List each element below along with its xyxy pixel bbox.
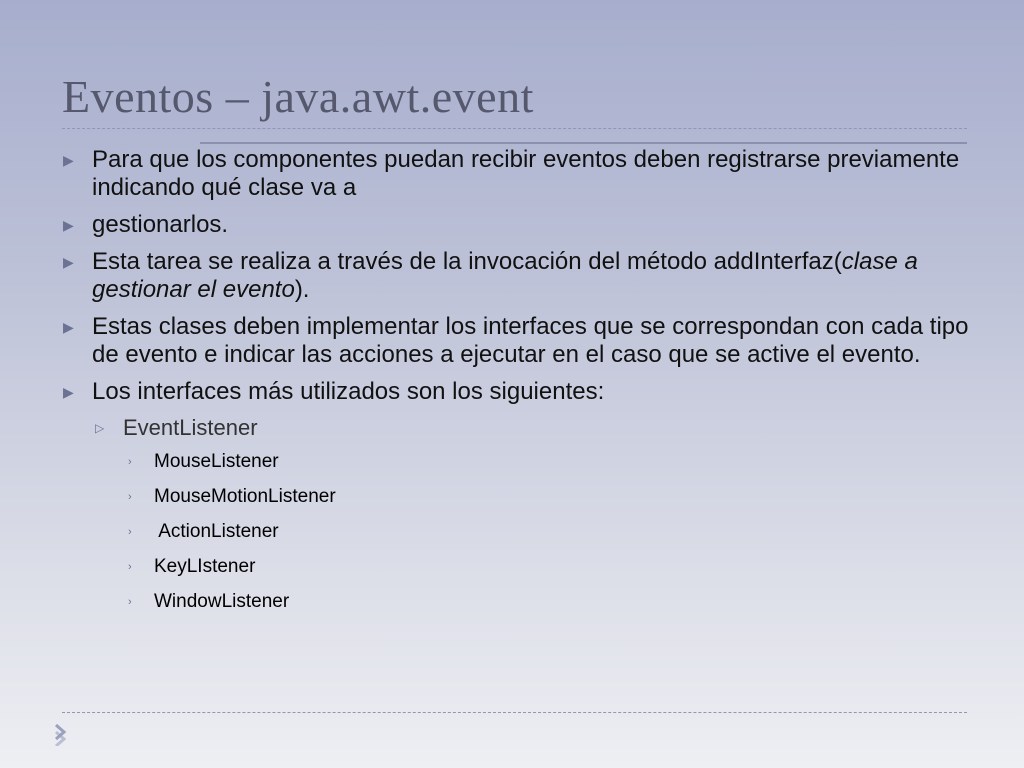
right-triangle-icon: ▶ [63,152,74,168]
footer-divider-dashed [62,712,967,713]
bullet-item [60,211,970,239]
title-divider-dashed [62,128,967,129]
listener-name: MouseListener [154,451,279,472]
sub-sub-bullet-item [60,555,970,579]
right-triangle-icon: ▶ [63,254,74,270]
bullet-text: Para que los componentes puedan recibir eventos deben registrarse previamente indicando qué clase va a [92,146,960,201]
sub-sub-bullet-item [60,590,970,614]
slide-title: Eventos – java.awt.event [62,71,534,122]
right-triangle-icon: › [128,456,132,468]
bullet-text: gestionarlos. [92,211,229,238]
bullet-text-pre: Esta tarea se realiza a través de la invocación del método addInterfaz( [92,248,842,275]
bullet-item [60,146,970,202]
right-triangle-icon: ▶ [63,319,74,335]
sub-bullet-item [60,415,970,441]
title-divider-solid [200,142,967,144]
right-triangle-icon: › [128,491,132,503]
bullet-item [60,248,970,304]
bullet-text: Los interfaces más utilizados son los siguientes: [92,378,605,405]
right-triangle-icon: ▶ [63,217,74,233]
right-triangle-icon: › [128,596,132,608]
right-triangle-icon: › [128,561,132,573]
nav-arrows-icon[interactable] [50,722,70,746]
bullet-text: Estas clases deben implementar los interfaces que se correspondan con cada tipo de evento e indicar las acciones a ejecutar en el caso que se active el evento. [92,313,969,368]
right-triangle-icon: › [128,526,132,538]
slide-body [60,146,970,625]
bullet-item [60,313,970,369]
sub-sub-bullet-item [60,450,970,474]
sub-sub-bullet-item [60,485,970,509]
listener-name: ActionListener [154,521,279,542]
listener-name: MouseMotionListener [154,486,336,507]
right-triangle-icon: ▷ [95,421,105,435]
sub-sub-bullet-item [60,520,970,544]
bullet-text-post: ). [294,276,310,303]
bullet-item [60,378,970,406]
listener-name: KeyLIstener [154,556,256,577]
listener-name: WindowListener [154,591,290,612]
bullet-text-italic: clase a gestionar el evento [92,248,918,303]
right-triangle-icon: ▶ [63,384,74,400]
sub-bullet-text: EventListener [123,415,258,440]
